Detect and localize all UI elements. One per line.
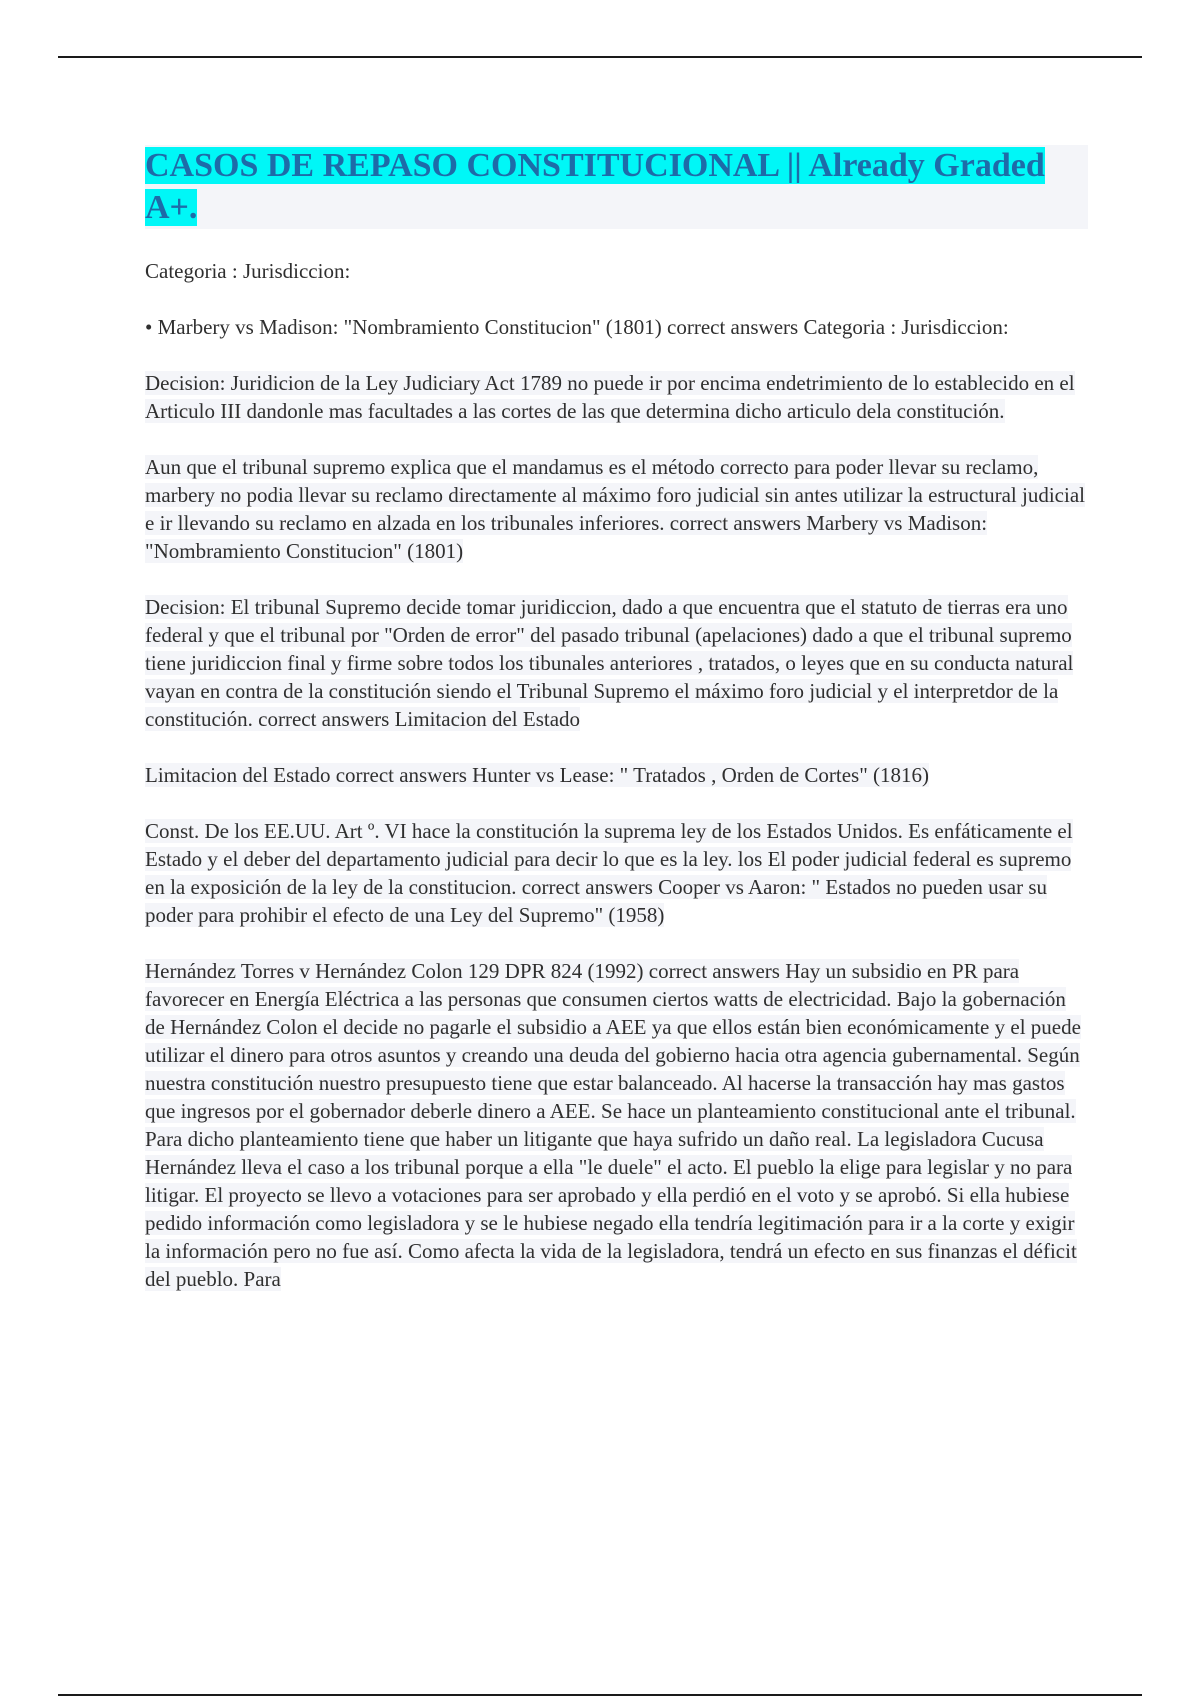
paragraph-category: Categoria : Jurisdiccion: <box>145 259 351 283</box>
paragraph-decision-supreme: Decision: El tribunal Supremo decide tomar juridiccion, dado a que encuentra que el statuto de tierras era uno federal y que el tribunal por "Orden de error" del pasado tribunal (apelaciones) dado a que el tribunal supremo tiene juridiccion final y firme sobre todos los tibunales anteriores , tratados, o leyes que en su conducta natural vayan en contra de la constitución siendo el Tribunal Supremo el máximo foro judicial y el interpretdor de la constitución. correct answers Limitacion del Estado <box>145 595 1074 731</box>
paragraph-hernandez-torres: Hernández Torres v Hernández Colon 129 DPR 824 (1992) correct answers Hay un subsidio en PR para favorecer en Energía Eléctrica a las personas que consumen ciertos watts de electricidad. Bajo la gobernación de Hernández Colon el decide no pagarle el subsidio a AEE ya que ellos están bien económicamente y el puede utilizar el dinero para otros asuntos y creando una deuda del gobierno hacia otra agencia gubernamental. Según nuestra constitución nuestro presupuesto tiene que estar balanceado. Al hacerse la transacción hay mas gastos que ingresos por el gobernador deberle dinero a AEE. Se hace un planteamiento constitucional ante el tribunal. Para dicho planteamiento tiene que haber un litigante que haya sufrido un daño real. La legisladora Cucusa Hernández lleva el caso a los tribunal porque a ella "le duele" el acto. El pueblo la elige para legislar y no para litigar. El proyecto se llevo a votaciones para ser aprobado y ella perdió en el voto y se aprobó. Si ella hubiese pedido información como legisladora y se le hubiese negado ella tendría legitimación para ir a la corte y exigir la información pero no fue así. Como afecta la vida de la legisladora, tendrá un efecto en sus finanzas el déficit del pueblo. Para <box>145 959 1081 1291</box>
paragraph-limitacion: Limitacion del Estado correct answers Hunter vs Lease: " Tratados , Orden de Cortes" (1816) <box>145 763 930 787</box>
paragraph-mandamus: Aun que el tribunal supremo explica que el mandamus es el método correcto para poder llevar su reclamo, marbery no podia llevar su reclamo directamente al máximo foro judicial sin antes utilizar la estructural judicial e ir llevando su reclamo en alzada en los tribunales inferiores. correct answers Marbery vs Madison: "Nombramiento Constitucion" (1801) <box>145 455 1085 563</box>
document-body <box>145 145 1088 1321</box>
top-rule <box>58 56 1142 58</box>
document-title <box>145 145 1088 229</box>
bottom-rule <box>58 1694 1142 1696</box>
paragraph-marbery-heading: • Marbery vs Madison: "Nombramiento Constitucion" (1801) correct answers Categoria : Jurisdiccion: <box>145 315 1009 339</box>
title-highlight: CASOS DE REPASO CONSTITUCIONAL || Already Graded A+. <box>145 147 1045 226</box>
paragraph-const-art-vi: Const. De los EE.UU. Art º. VI hace la constitución la suprema ley de los Estados Unidos. Es enfáticamente el Estado y el deber del departamento judicial para decir lo que es la ley. los El poder judicial federal es supremo en la exposición de la ley de la constitucion. correct answers Cooper vs Aaron: " Estados no pueden usar su poder para prohibir el efecto de una Ley del Supremo" (1958) <box>145 819 1073 927</box>
title-block <box>145 145 1088 229</box>
paragraph-decision-judiciary: Decision: Juridicion de la Ley Judiciary Act 1789 no puede ir por encima endetrimiento de lo establecido en el Articulo III dandonle mas facultades a las cortes de las que determina dicho articulo dela constitución. <box>145 371 1075 423</box>
